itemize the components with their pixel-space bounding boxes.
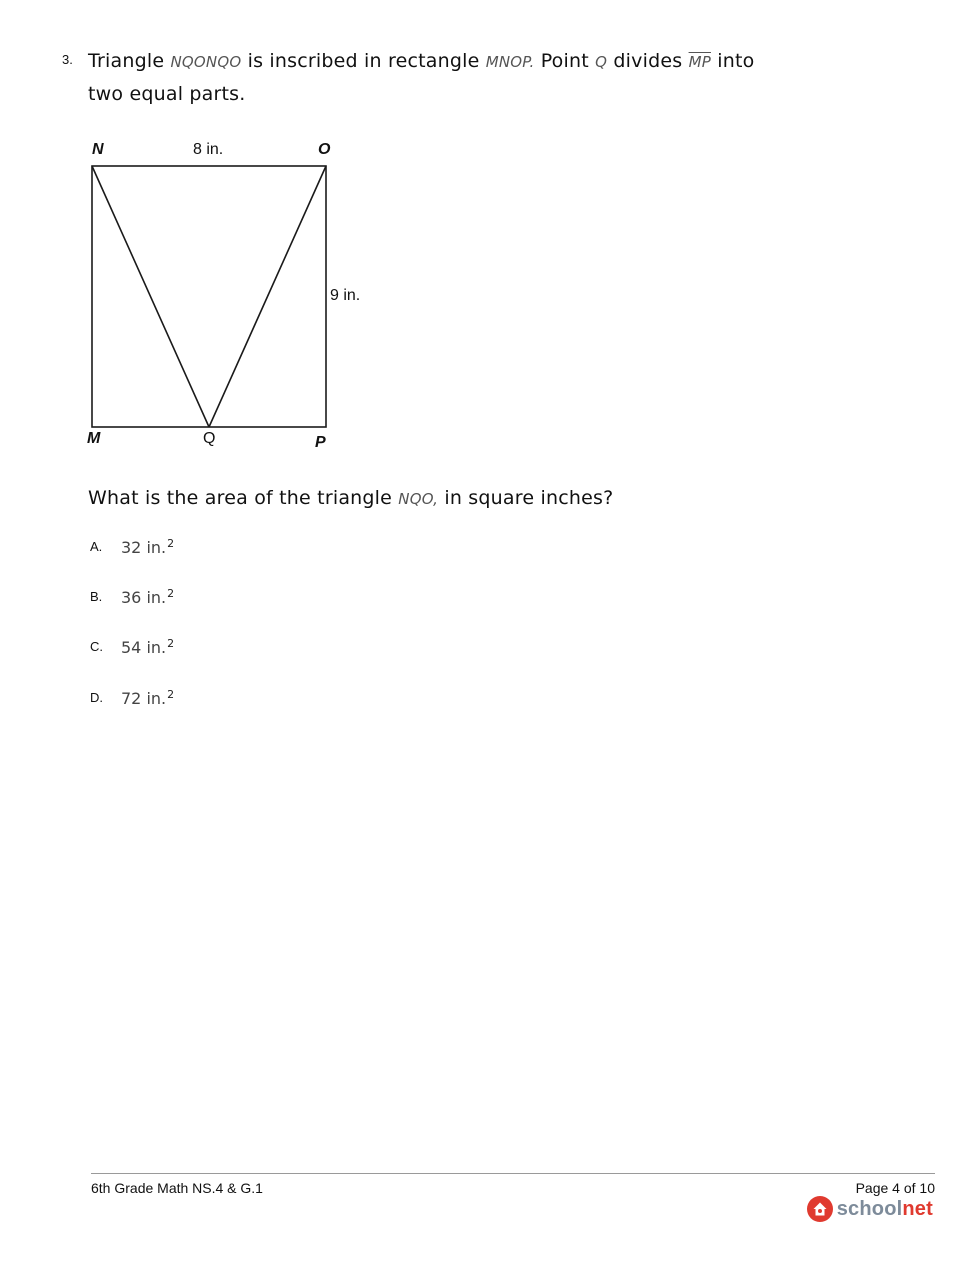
option-d-letter: D. [90,690,103,705]
option-a-letter: A. [90,539,103,554]
schoolnet-logo [807,1194,933,1224]
vertex-label-n: N [92,141,104,158]
question-stem-line-2: two equal parts. [88,83,246,105]
page-indicator: Page 4 of 10 [855,1180,935,1196]
option-d-value: 72 in. [121,689,167,708]
stem-math-point: Q [595,53,608,71]
footer-divider [91,1173,935,1174]
option-a-value: 32 in. [121,538,167,557]
vertex-label-m: M [87,430,101,447]
stem-math-triangle: NQONQO [170,53,242,71]
prompt-math-triangle: NQO, [398,490,439,508]
stem-math-rectangle: MNOP. [485,53,535,71]
option-b[interactable] [121,587,174,607]
option-c-letter: C. [90,639,103,654]
question-number: 3. [62,52,73,67]
vertex-label-q: Q [203,430,216,447]
stem-text: into [717,50,755,72]
logo-text-net: net [902,1197,933,1220]
question-stem-line-1 [88,50,754,72]
option-b-value: 36 in. [121,588,167,607]
option-a[interactable] [121,537,174,557]
logo-text-school: school [836,1197,903,1220]
vertex-label-p: P [315,434,326,451]
prompt-text: What is the area of the triangle [88,487,393,509]
option-b-letter: B. [90,589,103,604]
stem-math-segment: $\overline{MP}$ [688,53,711,71]
option-d[interactable] [121,688,174,708]
stem-text: divides [613,50,683,72]
footer-title: 6th Grade Math NS.4 & G.1 [91,1180,263,1196]
question-prompt [88,487,613,509]
option-c[interactable] [121,637,174,657]
stem-text: is inscribed in rectangle [247,50,480,72]
option-c-exponent: 2 [167,637,175,650]
home-icon [807,1196,833,1222]
stem-text: Triangle [88,50,165,72]
segment-oq [209,166,326,427]
option-b-exponent: 2 [167,587,175,600]
segment-nq [92,166,209,427]
stem-text: Point [540,50,589,72]
dimension-label-top: 8 in. [193,141,224,158]
option-a-exponent: 2 [167,537,175,550]
rectangle-mnop [92,166,326,427]
option-c-value: 54 in. [121,638,167,657]
prompt-text: in square inches? [444,487,614,509]
dimension-label-side: 9 in. [330,287,361,304]
option-d-exponent: 2 [167,688,175,701]
vertex-label-o: O [318,141,331,158]
